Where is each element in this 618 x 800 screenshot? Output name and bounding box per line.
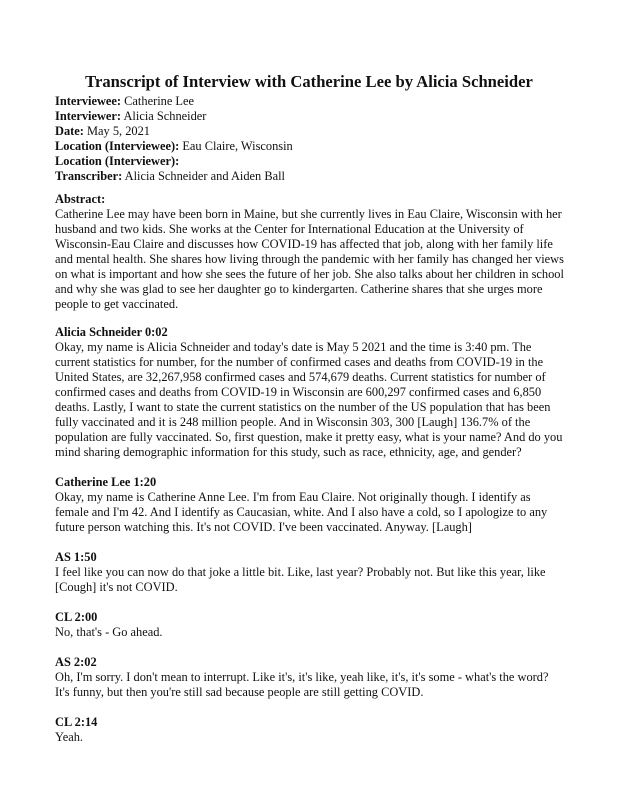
metadata-line-location-interviewer <box>55 154 575 169</box>
transcript-body <box>55 325 565 760</box>
speaker-timestamp: AS 1:50 <box>55 550 97 564</box>
metadata-line-interviewee <box>55 94 575 109</box>
metadata-label: Date: <box>55 124 84 138</box>
metadata-line-transcriber <box>55 169 575 184</box>
transcript-turn <box>55 475 565 535</box>
document-title: Transcript of Interview with Catherine Lee by Alicia Schneider <box>85 72 533 91</box>
abstract-text: Catherine Lee may have been born in Maine, but she currently lives in Eau Claire, Wisconsin with her husband and two kids. She works at the Center for International Education at the University of Wisconsin-Eau Claire and discusses how COVID-19 has affected that job, along with her family life and mental health. She shares how living through the pandemic with her family has changed her views on what is important and how she sees the future of her job. She also talks about her children in school and why she was glad to see her daughter go to kindergarten. Catherine shares that she urges more people to get vaccinated. <box>55 207 564 311</box>
speaker-timestamp: CL 2:14 <box>55 715 98 729</box>
transcript-turn <box>55 325 565 460</box>
metadata-line-date <box>55 124 575 139</box>
transcript-turn <box>55 715 565 745</box>
metadata-label: Location (Interviewer): <box>55 154 180 168</box>
abstract-section <box>55 192 565 312</box>
metadata-label: Interviewer: <box>55 109 122 123</box>
metadata-value: Eau Claire, Wisconsin <box>182 139 293 153</box>
metadata-block <box>55 94 575 184</box>
turn-text: Okay, my name is Alicia Schneider and today's date is May 5 2021 and the time is 3:40 pm. The current statistics for number, for the number of confirmed cases and deaths from COVID-19 in the United States, are 32,267,958 confirmed cases and 574,679 deaths. Current statistics for number of confirmed cases and deaths from COVID-19 in Wisconsin are 600,297 confirmed cases and 6,850 deaths. Lastly, I want to state the current statistics on the number of the US population that has been fully vaccinated and it is 248 million people. And in Wisconsin 303, 300 [Laugh] 136.7% of the population are fully vaccinated. So, first question, make it pretty easy, what is your name? And do you mind sharing demographic information for this study, such as race, ethnicity, age, and gender? <box>55 340 563 459</box>
turn-text: Okay, my name is Catherine Anne Lee. I'm from Eau Claire. Not originally though. I identify as female and I'm 42. And I identify as Caucasian, white. And I also have a cold, so I apologize to any future person watching this. It's not COVID. I've been vaccinated. Anyway. [Laugh] <box>55 490 548 534</box>
metadata-value: Alicia Schneider and Aiden Ball <box>124 169 285 183</box>
metadata-label: Location (Interviewee): <box>55 139 180 153</box>
speaker-timestamp: CL 2:00 <box>55 610 98 624</box>
transcript-turn <box>55 655 565 700</box>
metadata-line-interviewer <box>55 109 575 124</box>
turn-text: I feel like you can now do that joke a little bit. Like, last year? Probably not. But like this year, like [Cough] it's not COVID. <box>55 565 546 594</box>
metadata-value: Alicia Schneider <box>123 109 207 123</box>
abstract-heading: Abstract: <box>55 192 106 206</box>
metadata-line-location-interviewee <box>55 139 575 154</box>
transcript-turn <box>55 550 565 595</box>
metadata-value: May 5, 2021 <box>87 124 150 138</box>
transcript-turn <box>55 610 565 640</box>
speaker-timestamp: Catherine Lee 1:20 <box>55 475 157 489</box>
turn-text: Yeah. <box>55 730 83 744</box>
metadata-value: Catherine Lee <box>124 94 195 108</box>
turn-text: No, that's - Go ahead. <box>55 625 163 639</box>
speaker-timestamp: AS 2:02 <box>55 655 97 669</box>
metadata-label: Interviewee: <box>55 94 122 108</box>
metadata-label: Transcriber: <box>55 169 123 183</box>
speaker-timestamp: Alicia Schneider 0:02 <box>55 325 168 339</box>
turn-text: Oh, I'm sorry. I don't mean to interrupt. Like it's, it's like, yeah like, it's, it's some - what's the word? It's funny, but then you're still sad because people are still getting COVID. <box>55 670 549 699</box>
